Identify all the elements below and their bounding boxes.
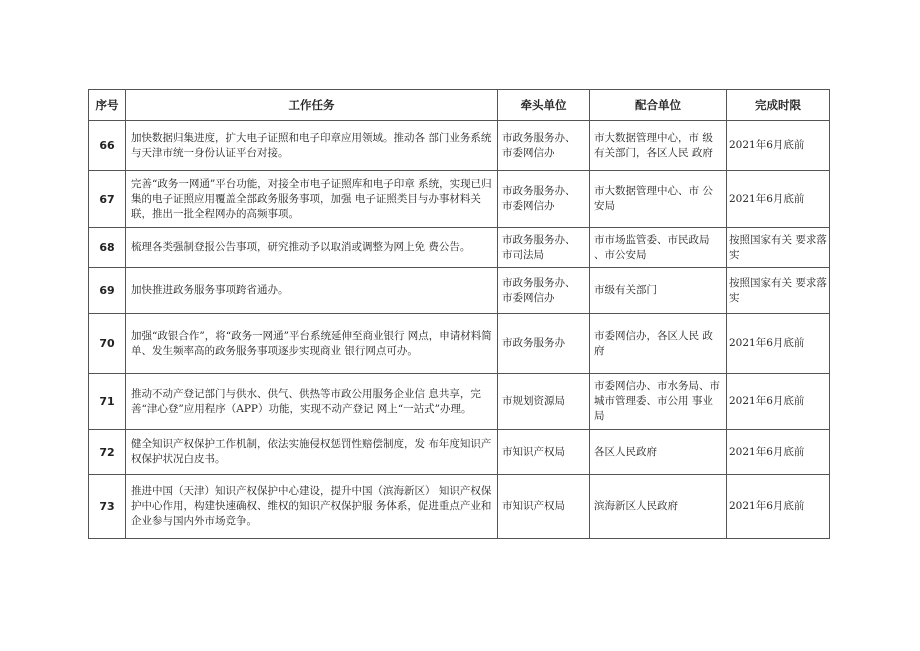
row-number: 70 [89,314,126,374]
header-seq: 序号 [89,90,126,121]
row-number: 69 [89,268,126,314]
row-lead: 市政务服务办、市委网信办 [498,268,590,314]
row-task: 健全知识产权保护工作机制，依法实施侵权惩罚性赔偿制度，发 布年度知识产权保护状况白皮书。 [126,430,498,475]
row-task: 推动不动产登记部门与供水、供气、供热等市政公用服务企业信 息共享，完善“津心登”应用程序（APP）功能，实现不动产登记 网上“一站式”办理。 [126,374,498,430]
row-number: 67 [89,171,126,228]
table-row [89,171,830,228]
row-coop: 各区人民政府 [590,430,727,475]
row-number: 72 [89,430,126,475]
row-task: 梳理各类强制登报公告事项，研究推动予以取消或调整为网上免 费公告。 [126,228,498,268]
task-table [88,89,830,539]
row-deadline: 按照国家有关 要求落实 [727,228,830,268]
header-deadline: 完成时限 [727,90,830,121]
row-lead: 市知识产权局 [498,430,590,475]
table-row [89,374,830,430]
row-coop: 市级有关部门 [590,268,727,314]
table-row [89,268,830,314]
row-number: 73 [89,475,126,539]
row-task: 加快数据归集进度，扩大电子证照和电子印章应用领域。推动各 部门业务系统与天津市统一身份认证平台对接。 [126,121,498,171]
table-row [89,314,830,374]
row-coop: 市委网信办，各区人民 政府 [590,314,727,374]
row-coop: 市大数据管理中心、市 公安局 [590,171,727,228]
row-task: 加快推进政务服务事项跨省通办。 [126,268,498,314]
header-task: 工作任务 [126,90,498,121]
header-coop: 配合单位 [590,90,727,121]
row-task: 加强“政银合作”，将“政务一网通”平台系统延伸至商业银行 网点，申请材料简单、发生频率高的政务服务事项逐步实现商业 银行网点可办。 [126,314,498,374]
row-number: 68 [89,228,126,268]
row-deadline: 按照国家有关 要求落实 [727,268,830,314]
header-row [89,90,830,121]
row-deadline: 2021年6月底前 [727,314,830,374]
row-deadline: 2021年6月底前 [727,121,830,171]
row-task: 完善“政务一网通”平台功能，对接全市电子证照库和电子印章 系统，实现已归集的电子证照应用覆盖全部政务服务事项，加强 电子证照类目与办事材料关联，推出一批全程网办的高频事项。 [126,171,498,228]
header-lead: 牵头单位 [498,90,590,121]
row-coop: 市大数据管理中心，市 级有关部门，各区人民 政府 [590,121,727,171]
table-row [89,121,830,171]
row-coop: 市市场监管委、市民政局 、市公安局 [590,228,727,268]
row-coop: 市委网信办、市水务局、市城市管理委、市公用 事业局 [590,374,727,430]
row-deadline: 2021年6月底前 [727,374,830,430]
row-number: 71 [89,374,126,430]
table-row [89,430,830,475]
row-lead: 市规划资源局 [498,374,590,430]
row-number: 66 [89,121,126,171]
row-lead: 市政务服务办、市委网信办 [498,171,590,228]
row-coop: 滨海新区人民政府 [590,475,727,539]
table-row [89,228,830,268]
table-row [89,475,830,539]
row-lead: 市政务服务办、市司法局 [498,228,590,268]
row-deadline: 2021年6月底前 [727,475,830,539]
row-task: 推进中国（天津）知识产权保护中心建设，提升中国（滨海新区） 知识产权保护中心作用，构建快速确权、维权的知识产权保护服 务体系，促进重点产业和企业参与国内外市场竞争。 [126,475,498,539]
row-lead: 市政务服务办 [498,314,590,374]
row-lead: 市政务服务办、市委网信办 [498,121,590,171]
row-deadline: 2021年6月底前 [727,171,830,228]
row-deadline: 2021年6月底前 [727,430,830,475]
row-lead: 市知识产权局 [498,475,590,539]
